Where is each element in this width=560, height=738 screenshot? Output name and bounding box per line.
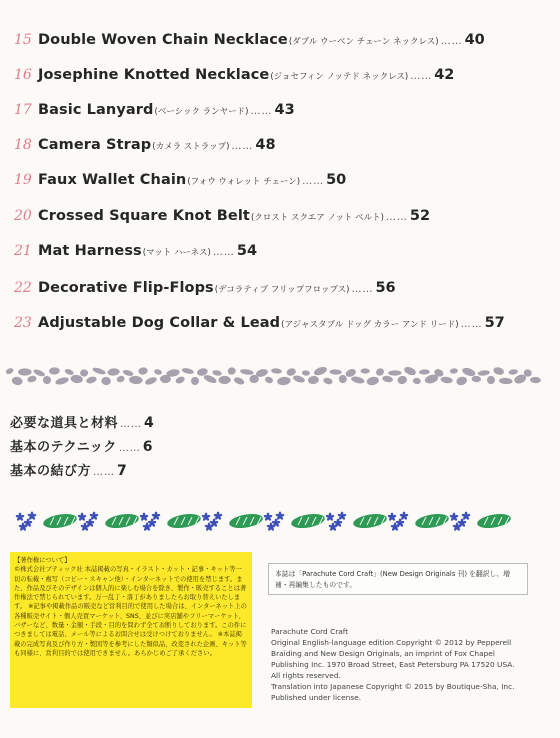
toc-page: 42: [434, 67, 455, 83]
stone-mark: [85, 375, 97, 384]
leaf-icon: [42, 512, 78, 531]
toc-title: Adjustable Dog Collar & Lead: [38, 315, 281, 331]
stone-mark: [302, 370, 310, 376]
flower-icon: [77, 512, 98, 532]
stone-mark: [116, 375, 126, 384]
stone-mark: [11, 376, 23, 386]
toc-title: Faux Wallet Chain: [38, 172, 187, 188]
toc-row[interactable]: [14, 208, 554, 232]
toc-japanese-title: (クロスト スクエア ノット ベルト): [250, 213, 384, 223]
leaf-icon: [290, 512, 326, 531]
dot-leader: ……: [385, 212, 408, 223]
toc-number: 16: [14, 67, 32, 83]
copyright-notice: [10, 552, 252, 708]
toc-row[interactable]: [14, 137, 554, 161]
stone-mark: [286, 367, 297, 377]
toc-title: Crossed Square Knot Belt: [38, 208, 250, 224]
toc-number: 18: [14, 137, 32, 153]
copyright-line: Translation into Japanese Copyright © 2015 by Boutique-Sha, Inc.: [271, 682, 515, 691]
stone-mark: [397, 375, 408, 385]
toc-japanese-title: (カメラ ストラップ): [152, 142, 230, 152]
stone-mark: [492, 366, 504, 376]
copyright-line: Publishing Inc. 1970 Broad Street, East Petersburg PA 17520 USA.: [271, 660, 515, 669]
stone-mark: [455, 375, 468, 386]
stone-mark: [366, 376, 380, 387]
copyright-line: All rights reserved.: [271, 671, 341, 680]
dot-leader: ……: [120, 419, 143, 430]
toc-page: 43: [274, 102, 295, 118]
toc-number: 21: [14, 243, 32, 259]
toc-japanese-title: (アジャスタブル ドッグ カラー アンド リード): [281, 320, 459, 330]
stone-mark: [313, 365, 328, 377]
dot-leader: ……: [460, 319, 483, 330]
stone-mark: [499, 377, 513, 384]
toc-japanese-title: (マット ハーネス): [142, 248, 211, 258]
stone-mark: [388, 370, 402, 375]
basics-page: 7: [117, 463, 127, 479]
stone-mark: [181, 367, 194, 375]
toc-number: 23: [14, 315, 32, 331]
stone-mark: [80, 369, 89, 377]
stone-mark: [508, 369, 518, 376]
dot-leader: ……: [440, 36, 463, 47]
toc-title: Camera Strap: [38, 137, 152, 153]
toc-number: 17: [14, 102, 32, 118]
stone-mark: [218, 376, 230, 385]
stone-mark: [530, 377, 541, 384]
stone-mark: [419, 369, 430, 375]
basics-item[interactable]: [10, 460, 127, 482]
toc-page: 50: [326, 172, 347, 188]
stone-mark: [27, 375, 38, 383]
toc-title: Double Woven Chain Necklace: [38, 32, 288, 48]
stone-mark: [450, 368, 458, 374]
toc-page: 48: [255, 137, 276, 153]
stone-mark: [175, 375, 186, 384]
stone-mark: [292, 374, 306, 384]
flower-icon: [449, 512, 470, 532]
toc-japanese-title: (フォウ ウォレット チェーン): [187, 177, 301, 187]
toc-japanese-title: (ベーシック ランヤード): [154, 107, 249, 117]
basics-title: 基本のテクニック: [10, 440, 117, 455]
stone-mark: [55, 376, 70, 386]
stone-mark: [107, 368, 120, 377]
toc-row[interactable]: [14, 280, 554, 304]
stone-mark: [403, 365, 417, 376]
toc-title: Josephine Knotted Necklace: [38, 67, 270, 83]
stone-mark: [271, 368, 282, 374]
stone-mark: [486, 375, 496, 385]
basics-title: 必要な道具と材料: [10, 416, 119, 431]
dot-leader: ……: [118, 443, 141, 454]
toc-number: 20: [14, 208, 32, 224]
stone-mark: [440, 376, 453, 384]
dot-leader: ……: [302, 176, 325, 187]
stone-mark: [277, 376, 291, 386]
toc-page: 56: [375, 280, 396, 296]
basics-page: 6: [142, 439, 153, 455]
stone-mark: [42, 375, 51, 384]
toc-page: 57: [484, 315, 505, 331]
stone-mark: [49, 367, 60, 375]
toc-row[interactable]: [14, 67, 554, 91]
stone-mark: [191, 377, 199, 385]
stone-mark: [382, 375, 394, 383]
stone-mark: [129, 375, 143, 384]
stone-mark: [477, 370, 490, 377]
toc-row[interactable]: [14, 102, 554, 126]
stone-mark: [329, 369, 341, 375]
toc-page: 54: [236, 243, 258, 259]
stone-mark: [240, 368, 254, 375]
stone-mark: [412, 377, 421, 384]
stone-mark: [338, 374, 347, 383]
toc-title: Mat Harness: [38, 243, 142, 259]
stone-mark: [471, 375, 481, 382]
flower-icon: [201, 512, 222, 532]
stone-mark: [122, 369, 134, 377]
stone-mark: [233, 376, 245, 386]
basics-page: 4: [144, 415, 154, 431]
stone-mark: [92, 366, 107, 375]
toc-japanese-title: (デコラティブ フリップフロップス): [214, 285, 350, 295]
dot-leader: ……: [93, 467, 116, 478]
leaf-icon: [476, 512, 512, 531]
copyright-line: Published under license.: [271, 693, 362, 702]
toc-row[interactable]: [14, 243, 554, 267]
stone-mark: [350, 375, 365, 384]
stone-mark: [153, 368, 162, 375]
leaf-icon: [166, 512, 202, 531]
notice-title: 【著作権について】: [14, 557, 71, 564]
stone-mark: [375, 367, 385, 377]
stone-mark: [138, 367, 148, 376]
toc-number: 15: [14, 32, 32, 48]
flower-icon: [15, 512, 36, 532]
basics-item[interactable]: [10, 436, 152, 458]
dot-leader: ……: [250, 106, 273, 117]
notice-body: ©株式会社ブティック社 本誌掲載の写真・イラスト・カット・記事・キット等一切の転載・複写（コピー・スキャン他）・インターネットでの使用を禁じます。また、作品及びそのデザインは個人的に楽しむ場合を除き、製作・販売することは著作権法で禁じられています。万一乱丁・落丁がありましたらお取り替えいたします。 ※記事や掲載作品の販売など営利目的で使用した場合は、インターネット上の各種販売サイト・個人売買マーケット、SNS、並びに実店舗やフリーマーケット、バザーなど、数量・金額・手段・目的を問わず全てお断りしております。この件につきましては電話、メール等によるお問合せは受けつけておりません。 ※本誌掲載の完成写真及び作り方・製図等を参考にした類似品、改変された企画、キット等も同様に、営利目的では使用できません。あらかじめご了承ください。: [14, 566, 247, 657]
stone-mark: [461, 366, 476, 377]
toc-japanese-title: (ジョセフィン ノッテド ネックレス): [270, 72, 409, 82]
toc-number: 22: [14, 280, 32, 296]
copyright-line: Original English-language edition Copyright © 2012 by Pepperell: [271, 638, 512, 647]
leaf-flower-divider: [10, 508, 540, 534]
stone-mark: [360, 368, 369, 373]
basics-title: 基本の結び方: [10, 464, 92, 479]
toc-page: 40: [464, 32, 485, 48]
dot-leader: ……: [410, 71, 433, 82]
flower-icon: [263, 512, 284, 532]
toc-page: 52: [409, 208, 431, 224]
leaf-icon: [228, 512, 264, 531]
toc-number: 19: [14, 172, 32, 188]
toc-title: Basic Lanyard: [38, 102, 154, 118]
stone-mark: [307, 375, 319, 385]
stone-mark: [18, 368, 32, 375]
toc-row[interactable]: [14, 172, 554, 196]
basics-item[interactable]: [10, 412, 154, 434]
translation-credit-box: 本誌は「Parachute Cord Craft」(New Design Originals 刊) を翻訳し、増補・再編集したものです。: [268, 563, 528, 595]
toc-row[interactable]: [14, 315, 554, 339]
flower-icon: [325, 512, 346, 532]
stone-mark: [264, 376, 274, 385]
stone-mark: [144, 376, 158, 386]
toc-row[interactable]: [14, 32, 554, 56]
stone-mark: [6, 367, 14, 375]
flower-icon: [387, 512, 408, 532]
copyright-line: Parachute Cord Craft: [271, 627, 349, 636]
flower-icon: [139, 512, 160, 532]
stone-mark: [212, 370, 222, 377]
stone-mark: [227, 367, 237, 376]
leaf-icon: [352, 512, 388, 531]
toc-title: Decorative Flip-Flops: [38, 280, 214, 296]
stone-mark: [101, 376, 111, 385]
stone-mark: [323, 377, 334, 386]
english-copyright: [271, 626, 541, 703]
stone-mark: [64, 368, 75, 376]
copyright-line: Braiding and New Design Originals, an imprint of Fox Chapel: [271, 649, 495, 658]
dot-leader: ……: [212, 247, 235, 258]
toc-japanese-title: (ダブル ウーベン チェーン ネックレス): [288, 37, 439, 47]
dot-leader: ……: [231, 141, 254, 152]
leaf-icon: [104, 512, 140, 531]
leaf-icon: [414, 512, 450, 531]
dot-leader: ……: [351, 284, 374, 295]
stone-divider: [6, 364, 546, 388]
